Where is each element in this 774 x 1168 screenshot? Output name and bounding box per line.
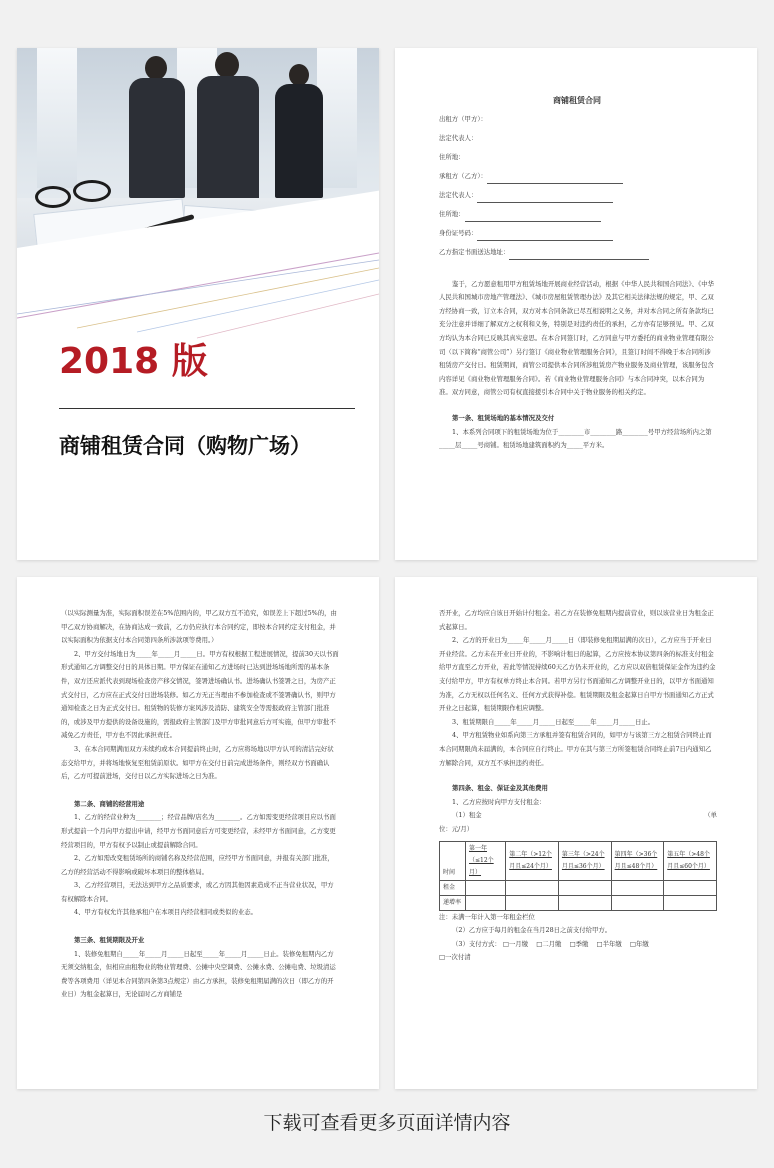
- payment-option: □年缴: [629, 939, 649, 948]
- clause-paragraph: 1、装修免租期自_____年_____月_____日起至_____年_____月_____日止。装修免租期内乙方无须交纳租金，但相应由租物业的物业管理费、公摊中央空调费、公摊水费、公摊电费、垃圾清运费等各项费用（详见本合同第四条第3点规定）由乙方承担，装修免租期届满的次日（即乙方的开业日）为租金起算日，无论届时乙方商铺是: [61, 949, 336, 999]
- clause-paragraph: 2、甲方交付场地日为_____年_____月_____日。甲方有权根据工程进展情况，提前30天以书面形式通知乙方调整交付日的具体日期。甲方保证在通知乙方进场时已达到进场场地所需的基本条件，双方还应派代表到现场检查房产移交情况，签署进场确认书。进场确认书签署之日，为房产正式交付日，乙方应在正式交付日进场装修。如乙方无正当理由不参加检查或不签署确认书，则甲方通知检查之日为正式交付日。租赁物的装修方案风涉及消防、建筑安全等需报政府主管部门批准的，或涉及甲方提供的设备设施的，需报政府主管部门及甲方审批同意后方可实施，但甲方审批不减免乙方责任，甲方也不因此承担责任。: [61, 649, 339, 740]
- preamble-paragraph: 鉴于，乙方愿意租用甲方租赁场地开展商业经营活动，根据《中华人民共和国合同法》、《中华人民共和国城市房地产管理法》、《城市房屋租赁管理办法》及其它相关法律法规的规定，甲、乙双方经协商一致，订立本合同，双方对本合同条款已尽互相说明之义务，并对本合同之所有条款均已充分注意并详细了解双方之权利和义务，特别是对违约责任的承担，乙方亦有足够预见。甲、乙双方均认为本合同已反映其真实意思。在本合同签订时，乙方同意与甲方委托的商业物业管理有限公司（以下简称“商管公司”）另行签订《商业物业管理服务合同》，且签订时间不得晚于本合同所涉租赁房产交付日。租赁期间，商管公司提供本合同所涉租赁房产物业服务及商业管理，该服务包含内容详见《商业物业管理服务合同》。若《商业物业管理服务合同》与本合同冲突，以本合同为准。双方同意，商管公司有权直接援引本合同中关于物业服务的相关约定。: [439, 279, 715, 397]
- clause-paragraph: （以实际测量为准，实际面积误差在5%范围内的，甲乙双方互不追究，如误差上下超过5%的，由甲乙双方协商解决，在协商达成一致前，乙方仍应执行本合同约定，即按本合同约定支付租金，并以实际面积为依据支付本合同第四条所涉款项等费用。）: [61, 609, 337, 645]
- businessperson-figure: [197, 76, 259, 200]
- clause-paragraph: （2）乙方应于每月的租金在当月28日之前支付给甲方。: [452, 926, 612, 935]
- clause-paragraph: 4、甲方有权允许其他承租户在本项目内经营相同或类似的业态。: [74, 908, 258, 917]
- payment-option: □一月缴: [502, 939, 529, 948]
- table-row-label: 租金: [440, 880, 466, 895]
- contract-title: 商铺租赁合同: [553, 95, 601, 105]
- contract-page-1: [395, 48, 757, 560]
- contract-page-2: [17, 577, 379, 1089]
- payment-option: □季缴: [569, 939, 589, 948]
- payment-option: □二月缴: [536, 939, 562, 948]
- cover-title: 商铺租赁合同（购物广场）: [59, 434, 311, 458]
- table-note: 注：未满一年计入第一年租金栏位: [439, 912, 535, 921]
- clause-paragraph: 1、乙方的经营业种为________；经营品牌/店名为________。乙方如需变更经营项目应以书面形式提前一个月向甲方提出申请，经甲方书面同意后方可变更经营，未经甲方书面同意，乙方变更经营项目的，甲方有权予以制止或提前解除合同。: [61, 813, 336, 849]
- clause-paragraph: 3、租赁期限自_____年_____月_____日起至_____年_____月_____日止。: [452, 717, 655, 726]
- party-field: 住所地：: [439, 203, 715, 222]
- cover-divider: [59, 408, 355, 409]
- clause-paragraph: 本合同期限尚未届满的，本合同应自行终止。甲方在其与第三方所签租赁合同终止前7日内通知乙方解除合同，双方互不承担违约责任。: [439, 744, 712, 767]
- table-row: [440, 895, 717, 910]
- unit-label: 位：元/月）: [439, 824, 474, 833]
- clause-paragraph: 1、乙方应按时向甲方支付租金：: [452, 797, 546, 806]
- party-field: 承租方（乙方）：: [439, 165, 715, 184]
- table-row-label: 递增率: [440, 895, 466, 910]
- table-header-year: 第一年（≤12个月）: [466, 841, 506, 880]
- clause-paragraph: 2、乙方如需改变租赁场所的商铺名称及经营范围，应经甲方书面同意，并报有关部门批准，乙方的经营活动不得影响或破坏本项目的整体格局。: [61, 854, 334, 876]
- section-heading: 第二条、商铺的经营用途: [74, 799, 145, 808]
- party-field: 法定代表人：: [439, 184, 715, 203]
- payment-options: （3）支付方式： □一月缴 □二月缴 □季缴 □半年缴 □年缴: [452, 939, 649, 948]
- rent-label-row: [439, 809, 717, 823]
- clause-paragraph: 否开业，乙方均应自该日开始计付租金。若乙方在装修免租期内提前营业，则以该营业日为租金正式起算日。: [439, 609, 714, 631]
- table-row: [440, 880, 717, 895]
- table-header-year: 第三年（>24个月且≤36个月）: [558, 841, 611, 880]
- clause-paragraph: 3、乙方经营项目，无法达到甲方之品质要求，或乙方因其他因素造成不正当营业状况，甲方有权解除本合同。: [61, 881, 334, 903]
- rent-label: （1）租金: [452, 811, 482, 820]
- payment-option: □一次付清: [439, 953, 471, 962]
- section-heading: 第四条、租金、保证金及其他费用: [452, 784, 548, 793]
- section-heading: 第三条、租赁期限及开业: [74, 936, 145, 945]
- clause-paragraph: 1、本系列合同项下的租赁场地为位于________市________路________号甲方经营场所内之第_____层_____号商铺。租赁场地建筑面积约为_____平方米。: [439, 427, 712, 450]
- rent-table: [439, 841, 717, 911]
- party-field: 出租方（甲方）：: [439, 115, 487, 123]
- table-header-year: 第二年（>12个月且≤24个月）: [506, 841, 559, 880]
- download-more-link[interactable]: 下载可查看更多页面详情内容: [263, 1112, 511, 1134]
- decorative-lines: [17, 198, 379, 348]
- clause-paragraph: 2、乙方的开业日为_____年_____月_____日（即装修免租期届满的次日），乙方应当于开业日开业经营。乙方未在开业日开业的，不影响计租日的起算，乙方应按本协议第四条的标准支付租金给甲方直至乙方开业，若此等情况持续60天乙方仍未开业的，乙方应以双倍租赁保证金作为违约金支付给甲方，甲方有权单方终止本合同。若甲方另行书面通知乙方调整开业日的，以甲方书面通知为准，乙方无权以任何名义、任何方式获得补偿。租赁期限及租金起算日自甲方书面通知乙方正式开业之日起算，租赁期限作相应调整。: [439, 636, 716, 713]
- clause-paragraph: 4、甲方租赁物业如系向第三方承租并签有租赁合同的，如甲方与该第三方之租赁合同终止而: [452, 731, 712, 740]
- table-header-time: 时间: [440, 841, 466, 880]
- businessperson-figure: [129, 78, 185, 198]
- cover-year: 2018 版: [59, 341, 208, 382]
- section-heading: 第一条、租赁场地的基本情况及交付: [452, 413, 555, 422]
- table-header-year: 第五年（>48个月且≤60个月）: [664, 841, 717, 880]
- cover-page: [17, 48, 379, 560]
- party-field: 乙方指定书面送达地址：: [439, 241, 715, 260]
- party-field: 法定代表人：: [439, 134, 478, 142]
- payment-option: □半年缴: [596, 939, 622, 948]
- party-field: 身份证号码：: [439, 222, 715, 241]
- clause-paragraph: 3、在本合同期满而双方未续约或本合同提前终止时，乙方应将场地以甲方认可的清洁完好状态交给甲方，并将场地恢复至租赁前原状。如甲方在交付日前完成进场条件，则经双方书面确认后，乙方可提前进场，交付日以乙方实际进场之日为准。: [61, 744, 334, 781]
- contract-page-3: [395, 577, 757, 1089]
- unit-label: （单: [704, 811, 717, 820]
- party-field: 住所地：: [439, 153, 465, 161]
- businessperson-figure: [275, 84, 323, 198]
- table-header-year: 第四年（>36个月且≤48个月）: [611, 841, 664, 880]
